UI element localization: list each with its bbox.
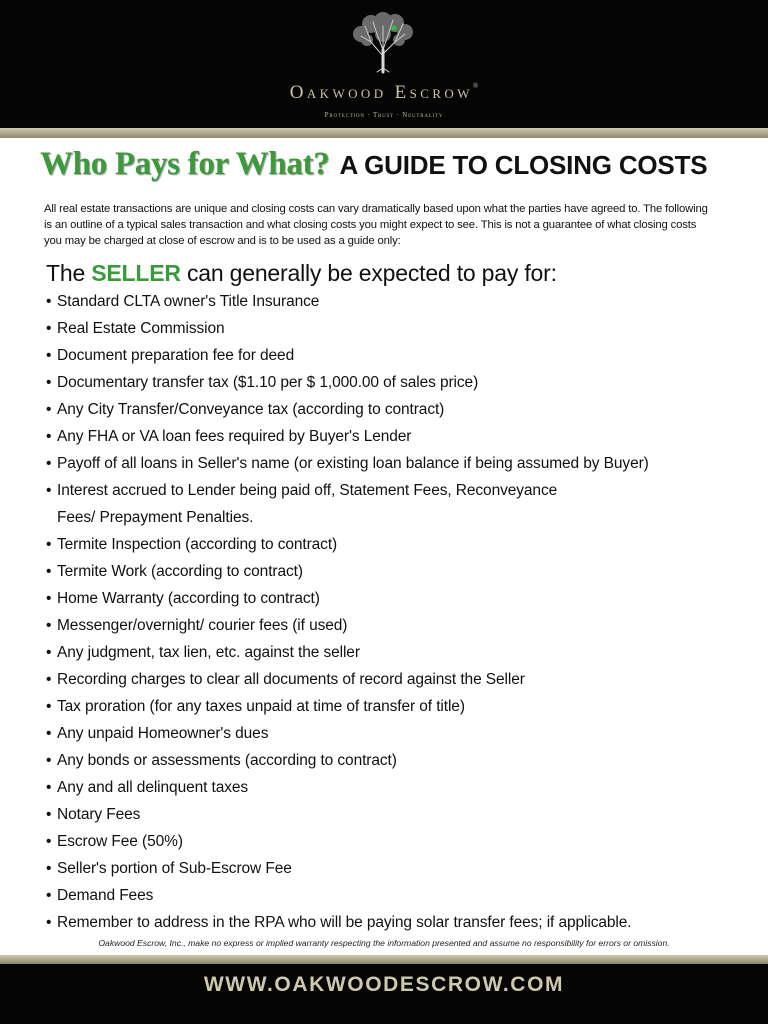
page-title <box>40 146 760 192</box>
list-item-continuation: Fees/ Prepayment Penalties. <box>57 509 254 526</box>
list-item <box>46 666 746 693</box>
list-item-text: Messenger/overnight/ courier fees (if used) <box>57 617 348 634</box>
list-item <box>46 315 746 342</box>
website-link[interactable]: WWW.OAKWOODESCROW.COM <box>203 973 565 996</box>
bullet: • <box>46 779 52 796</box>
list-item <box>46 288 746 315</box>
list-item-text: Recording charges to clear all documents of record against the Seller <box>57 671 525 688</box>
list-item <box>46 828 746 855</box>
heading-highlight: SELLER <box>91 260 181 286</box>
oak-tree-icon <box>347 12 419 76</box>
bullet: • <box>46 914 52 931</box>
bullet: • <box>46 374 52 391</box>
list-item <box>46 801 746 828</box>
bullet: • <box>46 806 52 823</box>
bullet: • <box>46 482 52 499</box>
bullet: • <box>46 455 52 472</box>
title-question: Who Pays for What? <box>40 146 330 182</box>
list-item-text: Any City Transfer/Conveyance tax (according to contract) <box>57 401 445 418</box>
bullet: • <box>46 860 52 877</box>
list-item <box>46 531 746 558</box>
list-item <box>46 639 746 666</box>
list-item-text: Remember to address in the RPA who will be paying solar transfer fees; if applicable. <box>57 914 632 931</box>
list-item-text: Documentary transfer tax ($1.10 per $ 1,000.00 of sales price) <box>57 374 479 391</box>
list-item <box>46 477 746 531</box>
intro-line: is an outline of a typical sales transaction and what closing costs you might expect to see. This is not a guarantee of what closing costs <box>44 219 697 231</box>
list-item-text: Seller's portion of Sub-Escrow Fee <box>57 860 292 877</box>
bullet: • <box>46 887 52 904</box>
bullet: • <box>46 590 52 607</box>
list-item-text: Escrow Fee (50%) <box>57 833 183 850</box>
list-item-text: Home Warranty (according to contract) <box>57 590 320 607</box>
list-item-text: Termite Work (according to contract) <box>57 563 303 580</box>
list-item-text: Demand Fees <box>57 887 154 904</box>
list-item <box>46 882 746 909</box>
list-item-text: Any unpaid Homeowner's dues <box>57 725 269 742</box>
bullet: • <box>46 428 52 445</box>
list-item <box>46 450 746 477</box>
disclaimer: Oakwood Escrow, Inc., make no express or implied warranty respecting the information presented and assume no responsibility for errors or omission. <box>98 938 670 948</box>
bullet: • <box>46 644 52 661</box>
brand-text: Oakwood Escrow <box>289 82 473 103</box>
tagline: Protection · Trust · Neutrality <box>324 111 444 119</box>
list-item-text: Notary Fees <box>57 806 141 823</box>
list-item <box>46 855 746 882</box>
bullet: • <box>46 293 52 310</box>
list-item-text: Termite Inspection (according to contract) <box>57 536 338 553</box>
list-item-text: Tax proration (for any taxes unpaid at time of transfer of title) <box>57 698 465 715</box>
list-item-text: Standard CLTA owner's Title Insurance <box>57 293 320 310</box>
bullet: • <box>46 320 52 337</box>
list-item-text: Document preparation fee for deed <box>57 347 295 364</box>
header-gold-band <box>0 128 768 138</box>
list-item <box>46 585 746 612</box>
intro-line: you may be charged at close of escrow and is to be used as a guide only: <box>44 235 401 247</box>
list-item-text: Payoff of all loans in Seller's name (or existing loan balance if being assumed by Buyer) <box>57 455 649 472</box>
bullet: • <box>46 671 52 688</box>
list-item <box>46 558 746 585</box>
list-item-text: Interest accrued to Lender being paid off, Statement Fees, Reconveyance <box>57 482 558 499</box>
title-guide: A GUIDE TO CLOSING COSTS <box>339 150 708 180</box>
bullet: • <box>46 347 52 364</box>
bullet: • <box>46 563 52 580</box>
bullet: • <box>46 833 52 850</box>
header-bar <box>0 0 768 128</box>
list-item-text: Any FHA or VA loan fees required by Buyer's Lender <box>57 428 412 445</box>
heading-prefix: The <box>46 260 86 286</box>
intro-paragraph <box>44 201 740 249</box>
list-item <box>46 396 746 423</box>
list-item <box>46 423 746 450</box>
list-item <box>46 612 746 639</box>
section-heading <box>46 260 557 287</box>
list-item-text: Any and all delinquent taxes <box>57 779 249 796</box>
bullet: • <box>46 725 52 742</box>
bullet: • <box>46 401 52 418</box>
bullet: • <box>46 617 52 634</box>
list-item-text: Any judgment, tax lien, etc. against the seller <box>57 644 360 661</box>
footer-gold-band <box>0 955 768 964</box>
heading-suffix: can generally be expected to pay for: <box>186 260 557 286</box>
list-item <box>46 693 746 720</box>
bullet: • <box>46 752 52 769</box>
seller-cost-list <box>46 288 746 936</box>
intro-line: All real estate transactions are unique and closing costs can vary dramatically based upon what the parties have agreed to. The following <box>44 203 708 215</box>
list-item <box>46 747 746 774</box>
brand-name <box>0 82 768 104</box>
bullet: • <box>46 698 52 715</box>
bullet: • <box>46 536 52 553</box>
list-item <box>46 909 746 936</box>
list-item-text: Any bonds or assessments (according to contract) <box>57 752 397 769</box>
list-item <box>46 774 746 801</box>
trademark-mark: ® <box>472 82 479 90</box>
list-item-text: Real Estate Commission <box>57 320 225 337</box>
list-item <box>46 342 746 369</box>
list-item <box>46 369 746 396</box>
list-item <box>46 720 746 747</box>
